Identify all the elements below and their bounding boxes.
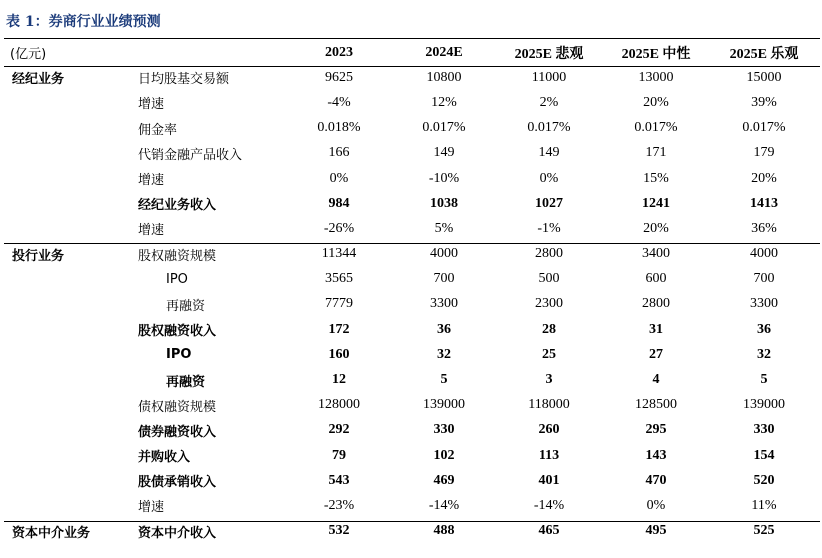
value-cell: 1241 xyxy=(642,195,670,211)
value-cell: 36% xyxy=(751,220,777,236)
value-cell: 0.017% xyxy=(634,120,678,136)
top-rule xyxy=(4,38,820,39)
value-cell: -26% xyxy=(323,220,355,236)
table-row xyxy=(4,65,820,90)
item-label: 股债承销收入 xyxy=(138,475,217,491)
value-cell: 12 xyxy=(332,372,346,388)
value-cell: 179 xyxy=(753,145,775,161)
item-label: 日均股基交易额 xyxy=(138,72,230,88)
value-cell: 11% xyxy=(751,497,777,513)
value-cell: -4% xyxy=(327,94,351,110)
item-label: 增速 xyxy=(138,97,165,113)
value-cell: 9625 xyxy=(325,69,353,85)
table-row xyxy=(4,216,820,241)
segment-label xyxy=(4,267,134,292)
value-cell: 4000 xyxy=(750,246,778,262)
value-cell: 525 xyxy=(753,523,775,539)
segment-label xyxy=(4,493,134,518)
value-cell: 13000 xyxy=(638,69,674,85)
value-cell: 36 xyxy=(757,321,771,337)
item-label: 佣金率 xyxy=(138,122,178,138)
value-cell: 149 xyxy=(433,145,455,161)
value-cell: -23% xyxy=(323,497,355,513)
value-cell: 1027 xyxy=(535,195,563,211)
section-rule-capital-intermediary xyxy=(4,521,820,522)
value-cell: 330 xyxy=(753,422,775,438)
value-cell: 172 xyxy=(328,321,350,337)
item-label: 债权融资规模 xyxy=(138,399,217,415)
col-header-2025e-pessimistic: 2025E 悲观 xyxy=(514,46,584,62)
value-cell: 532 xyxy=(328,523,350,539)
item-label: 代销金融产品收入 xyxy=(138,147,243,163)
value-cell: 166 xyxy=(328,145,350,161)
value-cell: 292 xyxy=(328,422,350,438)
value-cell: 7779 xyxy=(325,296,353,312)
value-cell: -1% xyxy=(537,220,561,236)
value-cell: 139000 xyxy=(423,397,465,413)
col-header-2025e-neutral: 2025E 中性 xyxy=(621,46,691,62)
item-label: 并购收入 xyxy=(138,450,191,466)
value-cell: 15% xyxy=(643,170,669,186)
table-row xyxy=(4,267,820,292)
value-cell: 139000 xyxy=(743,397,785,413)
col-header-2025e-optimistic: 2025E 乐观 xyxy=(729,46,799,62)
value-cell: 330 xyxy=(433,422,455,438)
segment-label xyxy=(4,116,134,141)
value-cell: 700 xyxy=(753,271,775,287)
value-cell: 295 xyxy=(645,422,667,438)
value-cell: 3 xyxy=(545,372,553,388)
value-cell: 15000 xyxy=(746,69,782,85)
value-cell: 20% xyxy=(643,94,669,110)
value-cell: 143 xyxy=(645,447,667,463)
value-cell: 3300 xyxy=(750,296,778,312)
value-cell: 0% xyxy=(539,170,559,186)
value-cell: 20% xyxy=(751,170,777,186)
segment-label xyxy=(4,418,134,443)
table-row xyxy=(4,443,820,468)
value-cell: 1038 xyxy=(430,195,458,211)
value-cell: 2800 xyxy=(535,246,563,262)
value-cell: 36 xyxy=(437,321,451,337)
value-cell: 12% xyxy=(431,94,457,110)
table-row xyxy=(4,166,820,191)
value-cell: 520 xyxy=(753,472,775,488)
item-label: 股权融资收入 xyxy=(138,324,217,340)
value-cell: 401 xyxy=(538,472,560,488)
value-cell: 10800 xyxy=(426,69,462,85)
value-cell: 28 xyxy=(542,321,556,337)
item-label: 资本中介收入 xyxy=(138,525,217,541)
segment-label xyxy=(4,166,134,191)
value-cell: 128500 xyxy=(635,397,677,413)
value-cell: 0% xyxy=(646,497,666,513)
value-cell: 128000 xyxy=(318,397,360,413)
segment-label: 资本中介业务 xyxy=(12,525,91,541)
value-cell: 984 xyxy=(328,195,350,211)
forecast-table xyxy=(4,40,820,544)
value-cell: 600 xyxy=(645,271,667,287)
value-cell: 260 xyxy=(538,422,560,438)
segment-label xyxy=(4,393,134,418)
item-label: 增速 xyxy=(138,223,165,239)
section-rule-investment-banking xyxy=(4,243,820,244)
segment-label xyxy=(4,90,134,115)
unit-label: (亿元) xyxy=(10,47,47,63)
header-rule xyxy=(4,66,820,67)
value-cell: 11344 xyxy=(321,246,357,262)
value-cell: 171 xyxy=(645,145,667,161)
value-cell: 543 xyxy=(328,472,350,488)
value-cell: 3300 xyxy=(430,296,458,312)
table-row xyxy=(4,519,820,544)
value-cell: 2800 xyxy=(642,296,670,312)
value-cell: 0.017% xyxy=(742,120,786,136)
segment-label xyxy=(4,468,134,493)
value-cell: 0% xyxy=(329,170,349,186)
value-cell: 0.017% xyxy=(527,120,571,136)
item-label: 增速 xyxy=(138,173,165,189)
col-header-2024e: 2024E xyxy=(425,44,463,60)
value-cell: 2300 xyxy=(535,296,563,312)
table-row xyxy=(4,418,820,443)
table-row xyxy=(4,292,820,317)
value-cell: 39% xyxy=(751,94,777,110)
value-cell: 488 xyxy=(433,523,455,539)
table-row xyxy=(4,317,820,342)
item-label: 股权融资规模 xyxy=(138,248,217,264)
segment-label xyxy=(4,292,134,317)
value-cell: 5% xyxy=(434,220,454,236)
segment-label: 投行业务 xyxy=(12,248,65,264)
value-cell: 469 xyxy=(433,472,455,488)
value-cell: 3400 xyxy=(642,246,670,262)
value-cell: 31 xyxy=(649,321,663,337)
header-row xyxy=(4,40,820,65)
value-cell: 32 xyxy=(757,346,771,362)
value-cell: 495 xyxy=(645,523,667,539)
value-cell: 3565 xyxy=(325,271,353,287)
value-cell: 5 xyxy=(760,372,768,388)
value-cell: 0.018% xyxy=(317,120,361,136)
table-row xyxy=(4,493,820,518)
value-cell: 465 xyxy=(538,523,560,539)
table-row xyxy=(4,367,820,392)
value-cell: 20% xyxy=(643,220,669,236)
table-row xyxy=(4,141,820,166)
item-label: 再融资 xyxy=(166,298,206,314)
segment-label xyxy=(4,367,134,392)
value-cell: 1413 xyxy=(750,195,778,211)
table-row xyxy=(4,342,820,367)
value-cell: -14% xyxy=(428,497,460,513)
header-blank xyxy=(134,40,284,65)
segment-label xyxy=(4,342,134,367)
item-label: 增速 xyxy=(138,500,165,516)
segment-label: 经纪业务 xyxy=(12,72,65,88)
value-cell: 0.017% xyxy=(422,120,466,136)
value-cell: 470 xyxy=(645,472,667,488)
item-label: 债券融资收入 xyxy=(138,424,217,440)
segment-label xyxy=(4,443,134,468)
table-row xyxy=(4,393,820,418)
value-cell: 32 xyxy=(437,346,451,362)
table-row xyxy=(4,191,820,216)
col-header-2023: 2023 xyxy=(325,44,353,60)
value-cell: 700 xyxy=(433,271,455,287)
value-cell: 160 xyxy=(328,346,350,362)
value-cell: 154 xyxy=(753,447,775,463)
value-cell: 4000 xyxy=(430,246,458,262)
value-cell: 5 xyxy=(440,372,448,388)
value-cell: 113 xyxy=(538,447,560,463)
value-cell: 2% xyxy=(539,94,559,110)
item-label: 再融资 xyxy=(166,374,206,390)
value-cell: -14% xyxy=(533,497,565,513)
value-cell: 102 xyxy=(433,447,455,463)
table-row xyxy=(4,468,820,493)
value-cell: 4 xyxy=(652,372,660,388)
segment-label xyxy=(4,317,134,342)
segment-label xyxy=(4,216,134,241)
segment-label xyxy=(4,191,134,216)
value-cell: 118000 xyxy=(528,397,570,413)
value-cell: 79 xyxy=(332,447,346,463)
segment-label xyxy=(4,141,134,166)
item-label: IPO xyxy=(166,271,188,287)
value-cell: 11000 xyxy=(531,69,567,85)
table-title: 表 1：券商行业业绩预测 xyxy=(6,14,161,30)
value-cell: 149 xyxy=(538,145,560,161)
value-cell: -10% xyxy=(428,170,460,186)
table-row xyxy=(4,90,820,115)
table-row xyxy=(4,116,820,141)
item-label: 经纪业务收入 xyxy=(138,198,217,214)
value-cell: 27 xyxy=(649,346,663,362)
table-row xyxy=(4,242,820,267)
item-label: IPO xyxy=(166,347,192,363)
value-cell: 500 xyxy=(538,271,560,287)
value-cell: 25 xyxy=(542,346,556,362)
